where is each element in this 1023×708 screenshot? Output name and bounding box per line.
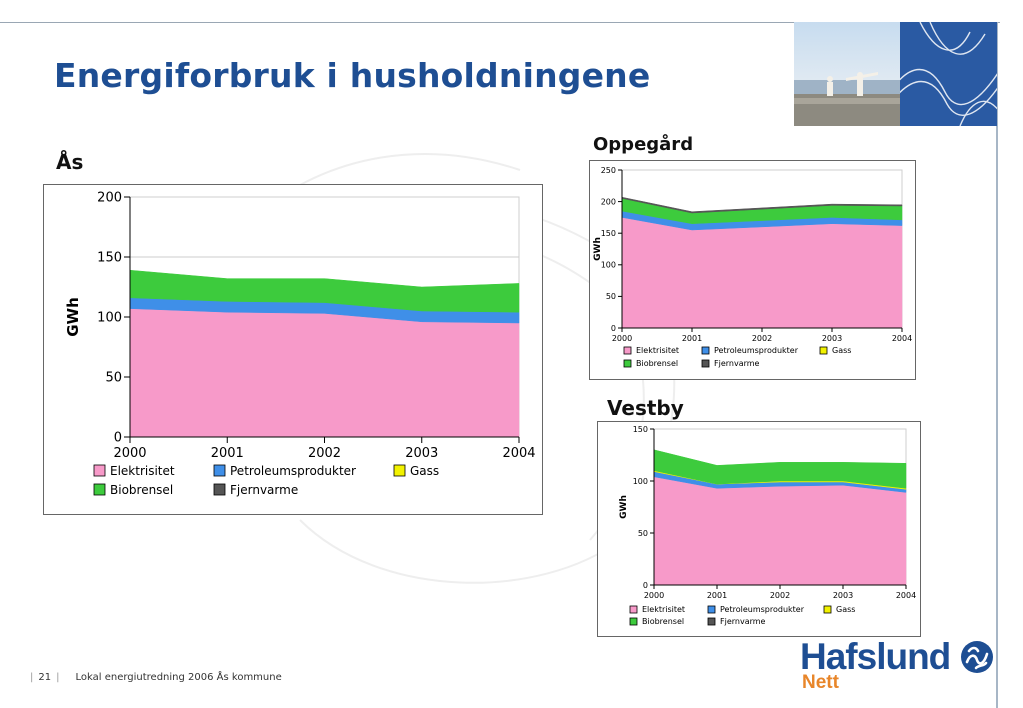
y-tick-label: 250 [600,165,616,175]
legend-swatch [708,618,715,625]
chart-title-vestby: Vestby [607,396,684,420]
legend-label: Gass [410,464,440,478]
logo-wordmark: Hafslund [800,636,951,677]
y-axis-label: GWh [64,297,82,337]
legend-swatch [630,606,637,613]
legend-swatch [94,484,105,495]
legend-label: Biobrensel [642,617,685,626]
y-tick-label: 0 [113,430,122,446]
legend-label: Petroleumsprodukter [720,605,804,614]
legend-label: Gass [836,605,856,614]
y-tick-label: 100 [600,260,616,270]
footer-separator-2: | [56,672,60,683]
page-title: Energiforbruk i husholdningene [54,56,651,95]
x-tick-label: 2002 [307,446,342,461]
legend-swatch [624,347,631,354]
chart-vestby [597,421,921,637]
y-tick-label: 150 [632,424,648,434]
x-tick-label: 2000 [113,446,147,461]
legend-label: Fjernvarme [714,359,760,368]
legend-swatch [702,360,709,367]
page-number: 21 [38,672,52,683]
x-tick-label: 2000 [643,591,665,600]
chart-oppegard [589,160,916,380]
legend-label: Elektrisitet [642,605,686,614]
legend-label: Fjernvarme [230,483,299,497]
x-tick-label: 2001 [706,591,728,600]
legend-label: Elektrisitet [110,464,175,478]
legend-swatch [394,465,405,476]
x-tick-label: 2001 [681,334,703,343]
legend-swatch [630,618,637,625]
y-tick-label: 150 [97,250,122,266]
footer [28,672,282,683]
area-elektrisitet [130,309,519,437]
x-tick-label: 2003 [821,334,843,343]
area-elektrisitet [622,217,902,328]
x-tick-label: 2004 [891,334,913,343]
legend-label: Elektrisitet [636,346,680,355]
chart-as [43,184,543,515]
y-axis-label: GWh [619,495,629,519]
legend-label: Fjernvarme [720,617,766,626]
y-tick-label: 50 [637,528,648,538]
legend-label: Petroleumsprodukter [714,346,798,355]
x-tick-label: 2003 [832,591,854,600]
chart-as-svg [44,185,542,514]
chart-title-as: Ås [56,150,84,174]
legend-label: Petroleumsprodukter [230,464,356,478]
chart-oppegard-svg [590,161,915,379]
y-tick-label: 100 [97,310,122,326]
chart-vestby-svg [598,422,920,636]
legend-swatch [702,347,709,354]
hafslund-logo [800,636,996,698]
footer-text: Lokal energiutredning 2006 Ås kommune [75,672,282,683]
legend-swatch [214,465,225,476]
x-tick-label: 2002 [751,334,773,343]
y-tick-label: 150 [600,229,616,238]
legend-swatch [214,484,225,495]
beach-photo [794,22,900,126]
y-tick-label: 50 [105,370,122,386]
legend-label: Biobrensel [110,483,174,497]
legend-swatch [624,360,631,367]
y-axis-label: GWh [593,237,603,261]
y-tick-label: 0 [610,323,616,333]
area-elektrisitet [654,477,906,585]
legend-label: Gass [832,346,852,355]
x-tick-label: 2001 [210,446,244,461]
legend-swatch [824,606,831,613]
x-tick-label: 2004 [502,446,536,461]
y-tick-label: 100 [632,476,648,486]
y-tick-label: 50 [605,292,616,302]
x-tick-label: 2000 [611,334,633,343]
x-tick-label: 2003 [405,446,439,461]
x-tick-label: 2004 [895,591,917,600]
legend-label: Biobrensel [636,359,679,368]
logo-subtext: Nett [802,672,839,693]
legend-swatch [820,347,827,354]
logo-pattern [900,22,997,126]
footer-separator: | [30,672,34,683]
y-tick-label: 200 [600,197,616,207]
logo-mark-icon [960,640,994,674]
y-tick-label: 0 [642,580,648,590]
y-tick-label: 200 [97,190,122,206]
legend-swatch [94,465,105,476]
x-tick-label: 2002 [769,591,791,600]
chart-title-oppegard: Oppegård [593,134,694,155]
legend-swatch [708,606,715,613]
